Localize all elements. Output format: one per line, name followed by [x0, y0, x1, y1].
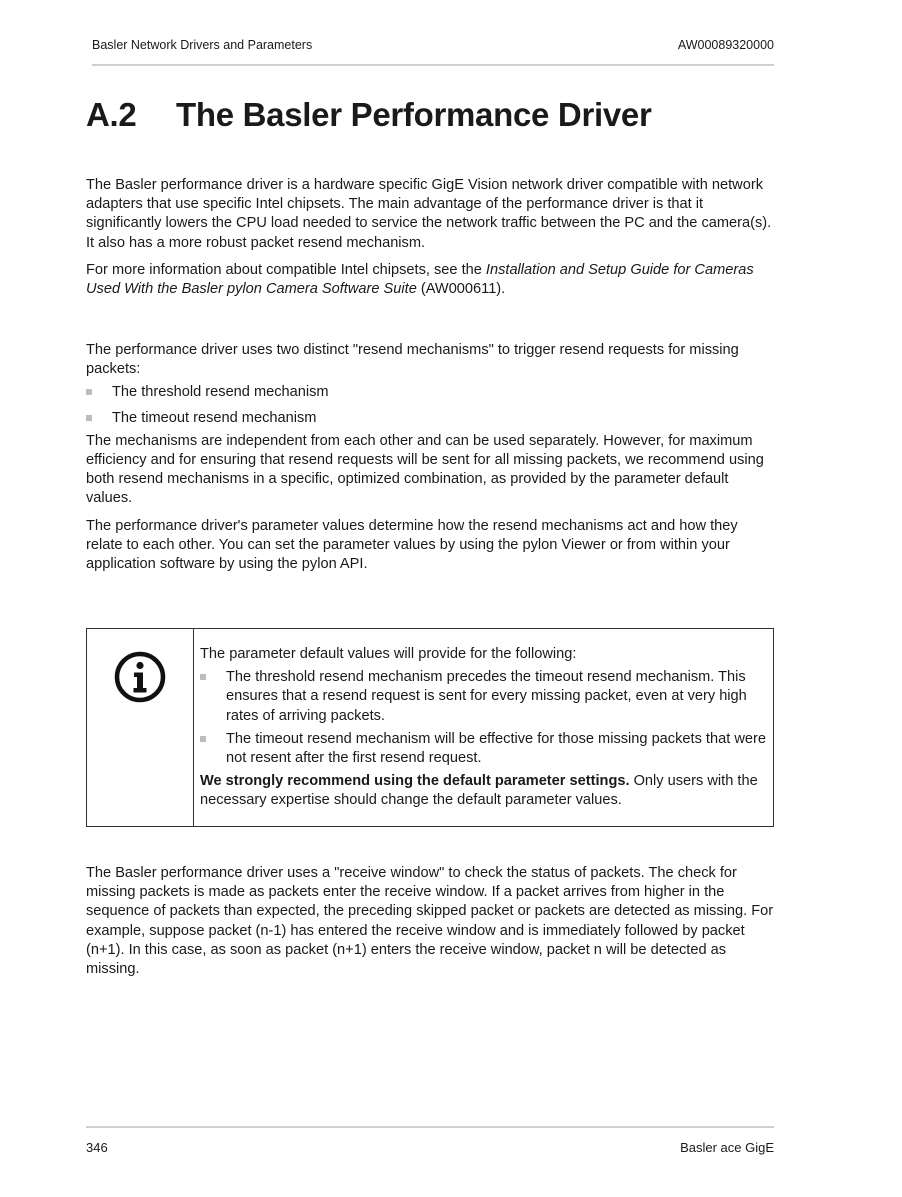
bullet-icon [200, 736, 206, 742]
page-footer [86, 1126, 774, 1158]
resend-block [86, 341, 774, 574]
header-doc-number: AW00089320000 [677, 38, 774, 52]
note-icon-cell [87, 629, 194, 826]
info-icon [114, 651, 166, 703]
list-item [86, 383, 774, 402]
list-item [200, 668, 766, 726]
page-header [92, 38, 774, 66]
intro-block [86, 176, 774, 299]
footer-product-name: Basler ace GigE [680, 1140, 774, 1155]
note-recommendation [200, 772, 766, 810]
list-item-text: The timeout resend mechanism will be effective for those missing packets that were not resent after the first resend request. [226, 730, 766, 767]
list-item [86, 409, 774, 428]
list-item [200, 730, 766, 768]
paragraph-intro: The Basler performance driver is a hardware specific GigE Vision network driver compatible with network adapters that use specific Intel chipsets. The main advantage of the performance driver is that it significantly lowers the CPU load needed to service the network traffic between the PC and the camera(s). It also has a more robust packet resend mechanism. [86, 177, 772, 251]
section-title: The Basler Performance Driver [176, 96, 652, 133]
reference-guide-title: Installation and Setup Guide for Cameras Used With the Basler pylon Camera Software Suite [86, 261, 754, 298]
list-item-text: The threshold resend mechanism [112, 384, 329, 401]
note-recommendation-tail: Only users with the necessary expertise should change the default parameter values. [200, 773, 758, 809]
reference-text-post: (AW000611). [416, 281, 506, 298]
section-heading [86, 96, 652, 134]
bullet-icon [200, 674, 206, 680]
section-number: A.2 [86, 96, 137, 133]
paragraph-parameter-values: The performance driver's parameter values determine how the resend mechanisms act and how they relate to each other. You can set the parameter values by using the pylon Viewer or from within your application software by using the pylon API. [86, 517, 738, 573]
paragraph-reference [86, 261, 774, 299]
paragraph-independence: The mechanisms are independent from each other and can be used separately. However, for maximum efficiency and for ensuring that resend requests will be sent for all missing packets, we recommend using both resend mechanisms in a specific, optimized combination, as provided by the parameter default values. [86, 432, 764, 507]
list-item-text: The threshold resend mechanism precedes the timeout resend mechanism. This ensures that a resend request is sent for every missing packet, even at very high rates of arriving packets. [226, 669, 747, 724]
resend-mechanism-list [86, 383, 774, 427]
note-list [200, 668, 766, 768]
page-number: 346 [86, 1140, 108, 1155]
paragraph-resend-mechanisms: The performance driver uses two distinct "resend mechanisms" to trigger resend requests for missing packets: [86, 342, 739, 378]
paragraph-receive-window: The Basler performance driver uses a "receive window" to check the status of packets. The check for missing packets is made as packets enter the receive window. If a packet arrives from higher in the sequence of packets than expected, the preceding skipped packet or packets are detected as missing. For example, suppose packet (n-1) has entered the receive window and is immediately followed by packet (n+1). In this case, as soon as packet (n+1) enters the receive window, packet n will be detected as missing. [86, 865, 774, 978]
bullet-icon [86, 415, 92, 421]
reference-text-pre: For more information about compatible Intel chipsets, see the [86, 261, 486, 278]
note-box [86, 628, 774, 827]
receive-window-block [86, 864, 774, 979]
note-content [200, 645, 766, 811]
bullet-icon [86, 389, 92, 395]
note-recommendation-bold: We strongly recommend using the default parameter settings. [200, 773, 630, 790]
list-item-text: The timeout resend mechanism [112, 409, 317, 426]
header-doc-title: Basler Network Drivers and Parameters [92, 38, 313, 52]
note-intro: The parameter default values will provide for the following: [200, 646, 577, 662]
